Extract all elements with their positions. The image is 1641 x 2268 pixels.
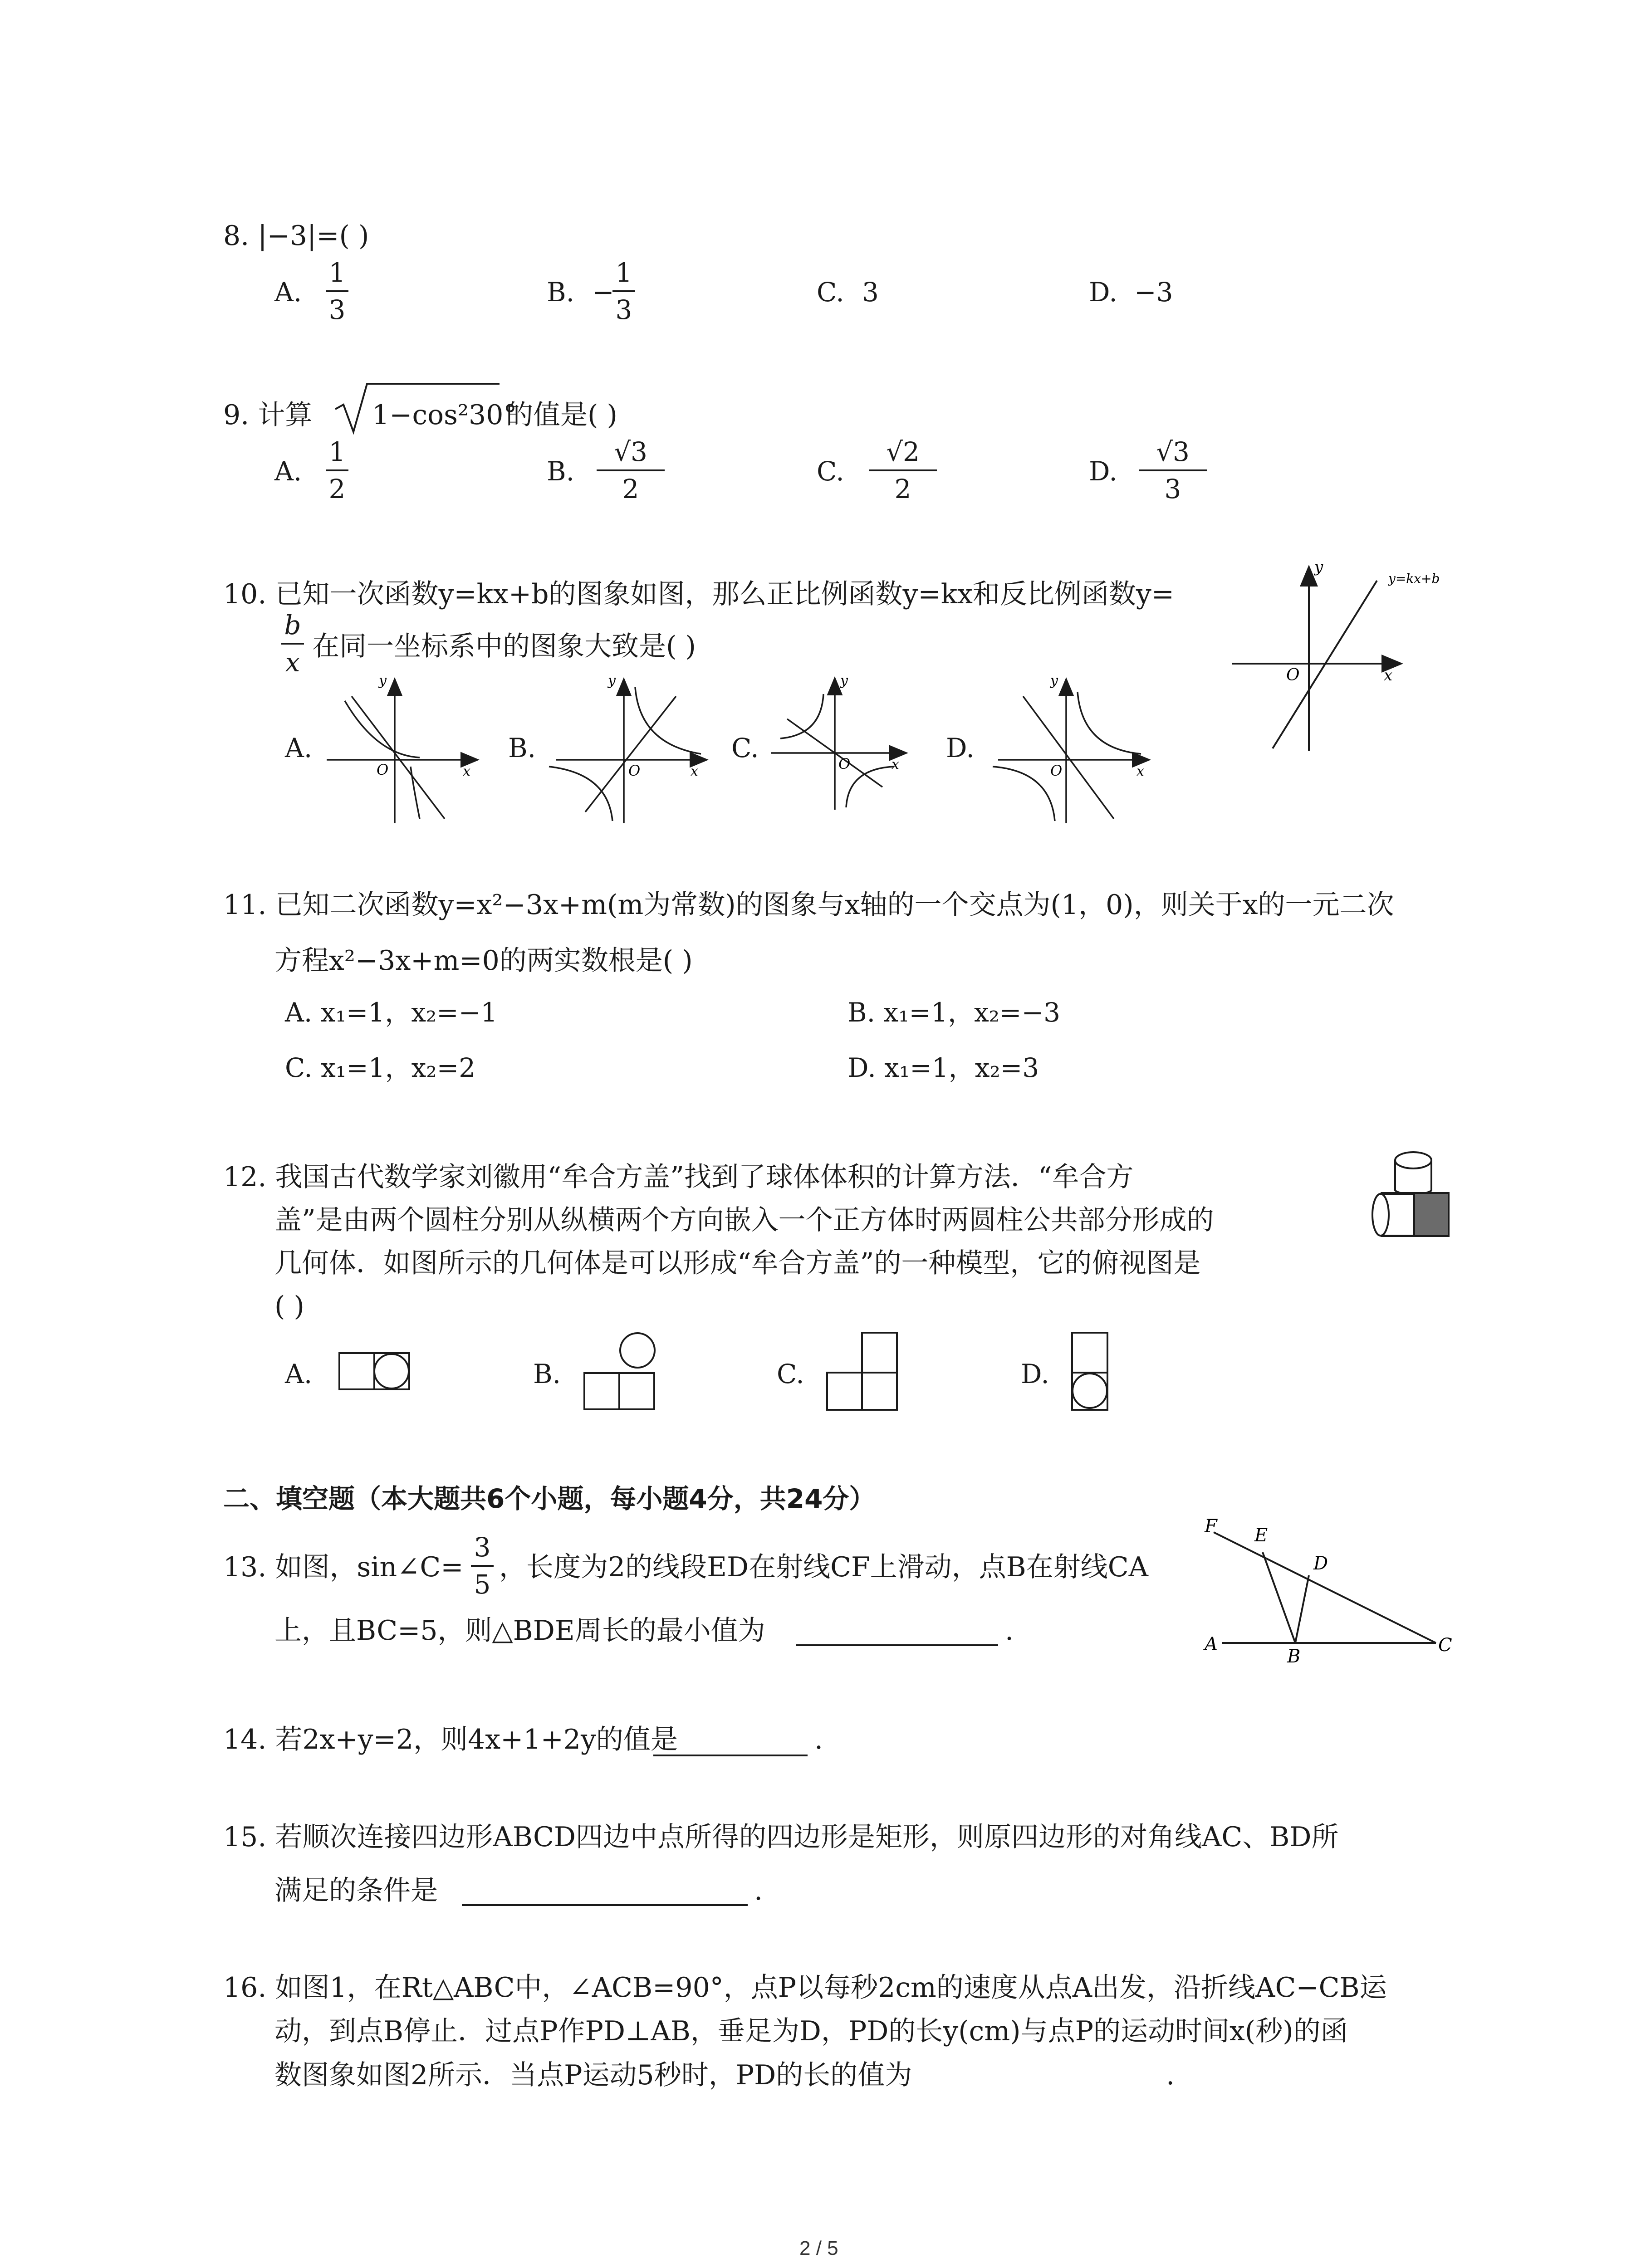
q15-period: . xyxy=(754,1875,763,1906)
q12-option-a-view xyxy=(338,1352,411,1393)
q10-line1: 10. 已知一次函数y=kx+b的图象如图，那么正比例函数y=kx和反比例函数y= xyxy=(223,578,1175,610)
q10-option-b-graph xyxy=(531,673,712,826)
q8-stem: 8. |−3|=( ) xyxy=(223,220,369,252)
q8-option-b-label: B. xyxy=(547,277,575,308)
q8-a-denominator: 3 xyxy=(328,294,346,325)
svg-text:y: y xyxy=(1050,673,1058,689)
q13-prefix: 13. 如图，sin∠C= xyxy=(223,1551,464,1583)
q10-option-d-graph xyxy=(985,673,1157,826)
q9-option-c-fraction xyxy=(869,437,937,504)
q10-option-c-graph xyxy=(762,673,912,812)
point-d-label: D xyxy=(1313,1553,1328,1574)
q15-answer-blank[interactable] xyxy=(462,1904,748,1906)
q9-radicand: 1−cos²30° xyxy=(372,399,517,431)
q11-option-c: C. x₁=1，x₂=2 xyxy=(285,1052,476,1083)
q13-frac-numerator: 3 xyxy=(474,1532,491,1563)
q12-line4: ( ) xyxy=(274,1290,304,1322)
q9-b-numerator: √3 xyxy=(614,436,647,467)
fraction-bar xyxy=(326,469,348,471)
q13-suffix: ，长度为2的线段ED在射线CF上滑动，点B在射线CA xyxy=(499,1551,1148,1583)
fraction-bar xyxy=(1139,469,1207,471)
q13-figure xyxy=(1205,1516,1459,1667)
q13-answer-blank[interactable] xyxy=(796,1644,998,1646)
q12-option-b-view xyxy=(583,1331,658,1413)
q9-option-b-label: B. xyxy=(547,456,575,487)
svg-text:x: x xyxy=(691,763,698,779)
q12-option-c-view xyxy=(826,1331,901,1413)
q14-answer-blank[interactable] xyxy=(653,1755,808,1756)
q11-line1: 11. 已知二次函数y=x²−3x+m(m为常数)的图象与x轴的一个交点为(1，0)，则关于x的一元二次 xyxy=(223,889,1394,921)
q10-frac-numerator: b xyxy=(284,610,301,640)
point-b-label: B xyxy=(1287,1646,1301,1667)
q9-option-d-fraction xyxy=(1139,437,1207,504)
q12-option-d-label: D. xyxy=(1021,1359,1049,1389)
page-number: 2 / 5 xyxy=(799,2237,838,2259)
q11-option-d: D. x₁=1，x₂=3 xyxy=(847,1052,1039,1083)
svg-text:O: O xyxy=(377,761,389,778)
svg-text:x: x xyxy=(463,763,470,779)
q9-a-denominator: 2 xyxy=(328,474,346,504)
q16-line1: 16. 如图1，在Rt△ABC中，∠ACB=90°，点P以每秒2cm的速度从点A出发，沿折线AC−CB运 xyxy=(223,1972,1387,2004)
point-e-label: E xyxy=(1254,1525,1268,1546)
fraction-bar xyxy=(597,469,665,471)
q11-option-a: A. x₁=1，x₂=−1 xyxy=(285,997,498,1028)
q12-option-a-label: A. xyxy=(285,1359,313,1389)
q8-a-numerator: 1 xyxy=(328,257,346,288)
point-f-label: F xyxy=(1205,1516,1217,1537)
q14-text: 14. 若2x+y=2，则4x+1+2y的值是 xyxy=(223,1724,678,1755)
q13-line2: 上，且BC=5，则△BDE周长的最小值为 xyxy=(274,1615,765,1647)
svg-text:O: O xyxy=(838,755,851,772)
q10-line2: 在同一坐标系中的图象大致是( ) xyxy=(312,631,696,662)
q12-model-figure xyxy=(1363,1148,1454,1247)
q13-fraction xyxy=(471,1532,494,1599)
fraction-bar xyxy=(612,290,635,292)
point-c-label: C xyxy=(1438,1635,1452,1656)
origin-label: O xyxy=(1286,666,1300,684)
q9-option-c-label: C. xyxy=(817,456,844,487)
q8-option-c-value: 3 xyxy=(862,277,879,308)
q11-line2: 方程x²−3x+m=0的两实数根是( ) xyxy=(274,945,693,977)
q11-option-b: B. x₁=1，x₂=−3 xyxy=(847,997,1061,1028)
q12-line1: 12. 我国古代数学家刘徽用“牟合方盖”找到了球体体积的计算方法．“牟合方 xyxy=(223,1161,1134,1193)
svg-text:y: y xyxy=(840,673,848,689)
section-2-heading: 二、填空题（本大题共6个小题，每小题4分，共24分） xyxy=(223,1483,876,1514)
q15-line2: 满足的条件是 xyxy=(274,1875,438,1906)
q8-option-a-fraction xyxy=(326,258,348,325)
q8-b-denominator: 3 xyxy=(615,294,632,325)
q12-line3: 几何体．如图所示的几何体是可以形成“牟合方盖”的一种模型，它的俯视图是 xyxy=(274,1247,1201,1279)
q9-c-numerator: √2 xyxy=(886,436,920,467)
q8-b-numerator: 1 xyxy=(615,257,632,288)
q10-option-a-graph xyxy=(309,673,481,826)
fraction-bar xyxy=(471,1565,494,1567)
svg-text:O: O xyxy=(1050,762,1063,779)
q12-option-c-label: C. xyxy=(777,1359,804,1389)
q9-stem-prefix: 9. 计算 xyxy=(223,399,313,431)
q10-option-c-label: C. xyxy=(731,733,759,763)
point-a-label: A xyxy=(1205,1634,1218,1655)
q15-line1: 15. 若顺次连接四边形ABCD四边中点所得的四边形是矩形，则原四边形的对角线AC、BD所 xyxy=(223,1821,1339,1853)
q10-option-a-label: A. xyxy=(285,733,313,763)
q8-b-sign: − xyxy=(592,277,614,308)
q9-stem-suffix: 的值是( ) xyxy=(506,399,617,431)
axis-x-label: x xyxy=(1384,666,1393,684)
q12-option-b-label: B. xyxy=(533,1359,561,1389)
q9-option-b-fraction xyxy=(597,437,665,504)
q10-option-d-label: D. xyxy=(946,733,975,763)
q10-reference-graph xyxy=(1227,560,1499,760)
q8-option-b-fraction xyxy=(612,258,635,325)
svg-text:y: y xyxy=(608,673,616,689)
q9-d-denominator: 3 xyxy=(1164,474,1181,504)
q9-option-a-fraction xyxy=(326,437,348,504)
line-equation-label: y=kx+b xyxy=(1388,571,1440,586)
q12-option-d-view xyxy=(1071,1331,1112,1413)
q16-line2: 动，到点B停止．过点P作PD⊥AB，垂足为D，PD的长y(cm)与点P的运动时间x(秒)的函 xyxy=(274,2015,1348,2047)
axis-y-label: y xyxy=(1314,558,1323,576)
q8-option-a-label: A. xyxy=(274,277,302,308)
q8-option-d-value: −3 xyxy=(1134,277,1173,308)
q9-b-denominator: 2 xyxy=(622,474,639,504)
q16-period: . xyxy=(1166,2059,1175,2091)
fraction-bar xyxy=(281,643,304,645)
q13-frac-denominator: 5 xyxy=(474,1569,491,1600)
q9-a-numerator: 1 xyxy=(328,436,346,467)
svg-text:x: x xyxy=(1136,763,1144,779)
svg-text:x: x xyxy=(892,757,899,772)
svg-text:y: y xyxy=(379,673,387,689)
q10-fraction-b-over-x xyxy=(281,610,304,677)
q10-frac-denominator: x xyxy=(285,647,300,678)
q16-line3: 数图象如图2所示．当点P运动5秒时，PD的长的值为 xyxy=(274,2059,912,2091)
q9-c-denominator: 2 xyxy=(894,474,911,504)
fraction-bar xyxy=(869,469,937,471)
q10-option-b-label: B. xyxy=(508,733,536,763)
q9-option-a-label: A. xyxy=(274,456,302,487)
q9-d-numerator: √3 xyxy=(1156,436,1190,467)
svg-text:O: O xyxy=(628,762,641,779)
q8-option-c-label: C. xyxy=(817,277,844,308)
q9-option-d-label: D. xyxy=(1089,456,1117,487)
fraction-bar xyxy=(326,290,348,292)
q8-option-d-label: D. xyxy=(1089,277,1117,308)
q12-line2: 盖”是由两个圆柱分别从纵横两个方向嵌入一个正方体时两圆柱公共部分形成的 xyxy=(274,1204,1214,1236)
q14-period: . xyxy=(814,1724,823,1755)
q13-period: . xyxy=(1005,1615,1014,1647)
